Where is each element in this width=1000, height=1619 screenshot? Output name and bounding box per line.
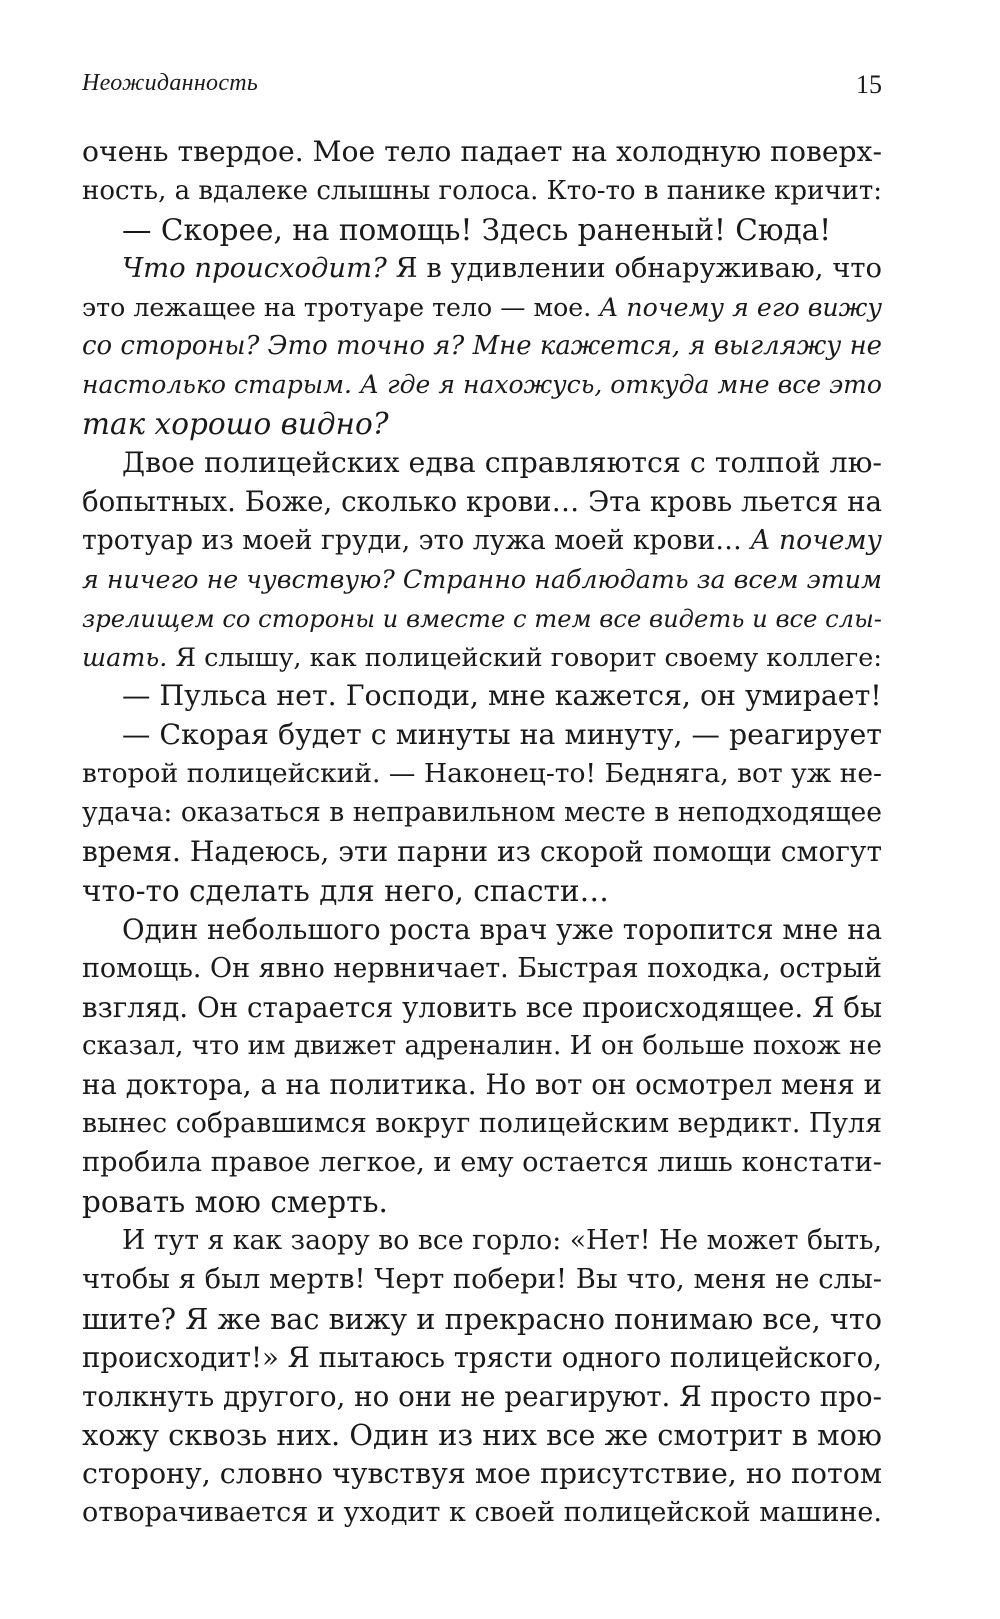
text-line: настолько старым. А где я нахожусь, откуда мне все это: [82, 370, 882, 400]
text-line: сказал, что им движет адреналин. И он больше похож не: [82, 1031, 882, 1062]
text-line: очень твердое. Мое тело падает на холодную поверх-: [82, 135, 882, 168]
text-line: зрелищем со стороны и вместе с тем все видеть и все слы-: [82, 604, 882, 633]
text-line: со стороны? Это точно я? Мне кажется, я выгляжу не: [82, 331, 882, 362]
text-line: тротуар из моей груди, это лужа моей крови… А почему: [82, 524, 882, 556]
text-line: ровать мою смерть.: [82, 1185, 388, 1220]
body-text: [82, 133, 882, 1533]
text-line: на доктора, а на политика. Но вот он осмотрел меня и: [82, 1068, 882, 1102]
text-line: бопытных. Боже, сколько крови… Эта кровь льется на: [82, 485, 882, 519]
text-line: что-то сделать для него, спасти…: [82, 873, 609, 908]
text-line: это лежащее на тротуаре тело — мое. А почему я его вижу: [82, 292, 882, 322]
text-line: И тут я как заору во все горло: «Нет! Не может быть,: [122, 1224, 882, 1256]
text-line: сторону, словно чувствуя мое присутствие, но потом: [82, 1457, 882, 1491]
text-line: помощь. Он явно нервничает. Быстрая походка, острый: [82, 952, 882, 984]
text-line: шать. Я слышу, как полицейский говорит своему коллеге:: [82, 642, 882, 673]
text-line: — Скорая будет с минуты на минуту, — реагирует: [122, 718, 882, 752]
text-line: толкнуть другого, но они не реагируют. Я просто про-: [82, 1379, 882, 1413]
text-line: чтобы я был мертв! Черт побери! Вы что, меня не слы-: [82, 1263, 882, 1295]
running-title: Неожиданность: [82, 70, 259, 96]
text-line: пробила правое легкое, и ему остается лишь констати-: [82, 1147, 882, 1179]
text-line: Двое полицейских едва справляются с толпой лю-: [122, 446, 882, 480]
text-line: второй полицейский. — Наконец-то! Бедняга, вот уж не-: [82, 758, 882, 790]
page-number: 15: [856, 70, 882, 99]
text-line: отворачивается и уходит к своей полицейской машине.: [82, 1497, 882, 1529]
text-line: удача: оказаться в неправильном месте в неподходящее: [82, 797, 882, 829]
text-line: так хорошо видно?: [82, 407, 389, 442]
text-line: я ничего не чувствую? Странно наблюдать за всем этим: [82, 564, 882, 594]
text-line: — Скорее, на помощь! Здесь раненый! Сюда!: [122, 212, 832, 247]
text-line: Что происходит? Я в удивлении обнаруживаю, что: [122, 252, 882, 284]
text-line: — Пульса нет. Господи, мне кажется, он умирает!: [122, 679, 882, 713]
text-line: вынес собравшимся вокруг полицейским вердикт. Пуля: [82, 1108, 882, 1140]
text-line: хожу сквозь них. Один из них все же смотрит в мою: [82, 1418, 882, 1453]
text-line: ность, а вдалеке слышны голоса. Кто-то в панике кричит:: [82, 175, 883, 206]
text-line: время. Надеюсь, эти парни из скорой помощи смогут: [82, 835, 882, 869]
text-line: происходит!» Я пытаюсь трясти одного полицейского,: [82, 1341, 882, 1374]
text-line: взгляд. Он старается уловить все происходящее. Я бы: [82, 990, 882, 1024]
text-line: шите? Я же вас вижу и прекрасно понимаю все, что: [82, 1301, 882, 1336]
text-line: Один небольшого роста врач уже торопится мне на: [122, 913, 882, 946]
